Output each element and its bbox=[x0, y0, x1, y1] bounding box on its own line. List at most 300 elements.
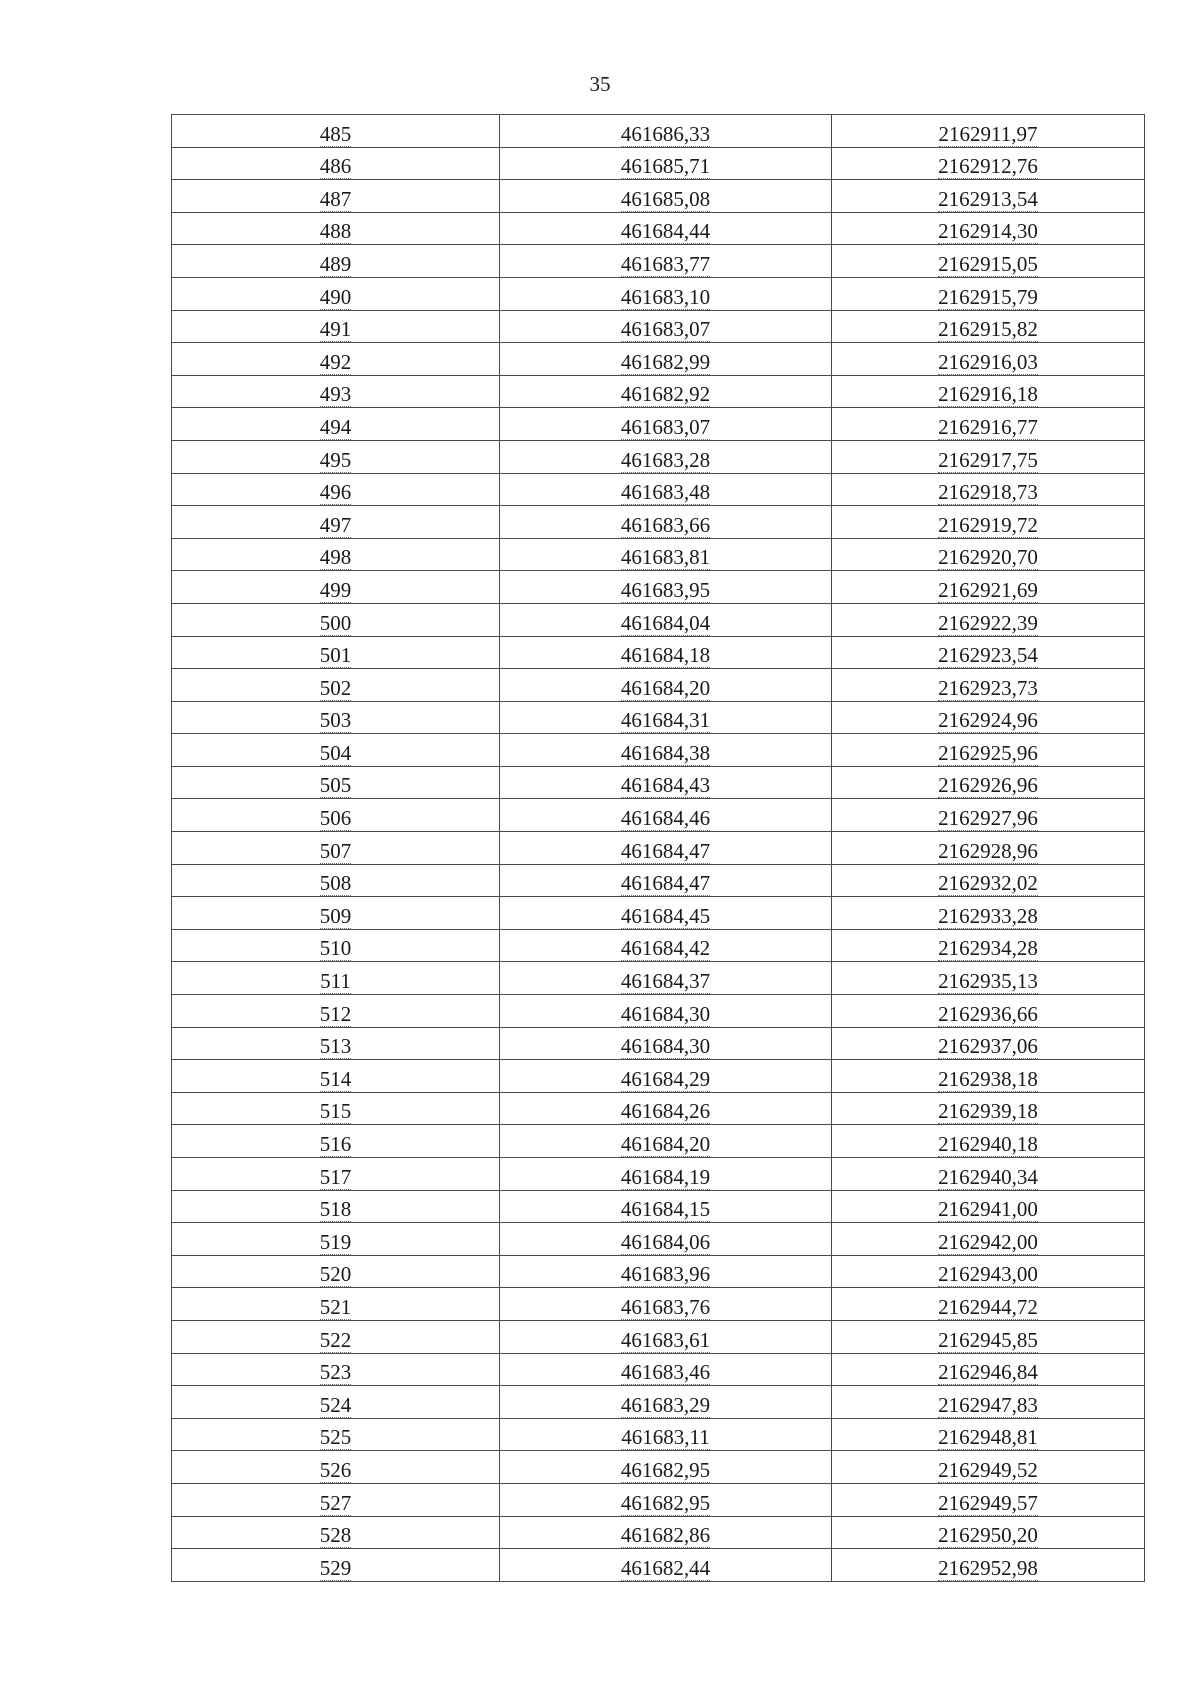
table-row bbox=[172, 375, 1145, 408]
cell-value: 502 bbox=[319, 675, 352, 700]
cell-value: 2162948,81 bbox=[938, 1425, 1038, 1450]
cell-value: 522 bbox=[319, 1327, 352, 1352]
x-coordinate-cell bbox=[500, 1483, 832, 1516]
y-coordinate-cell bbox=[832, 636, 1145, 669]
cell-value: 2162940,34 bbox=[938, 1164, 1038, 1189]
cell-value: 461684,20 bbox=[620, 675, 711, 700]
x-coordinate-cell bbox=[500, 310, 832, 343]
point-number-cell bbox=[172, 277, 500, 310]
point-number-cell bbox=[172, 408, 500, 441]
table-row bbox=[172, 571, 1145, 604]
table-row bbox=[172, 506, 1145, 539]
table-row bbox=[172, 212, 1145, 245]
cell-value: 2162935,13 bbox=[938, 969, 1038, 994]
cell-value: 511 bbox=[320, 969, 351, 994]
cell-value: 526 bbox=[319, 1457, 352, 1482]
table-row bbox=[172, 277, 1145, 310]
table-row bbox=[172, 1027, 1145, 1060]
cell-value: 2162926,96 bbox=[938, 773, 1038, 798]
x-coordinate-cell bbox=[500, 115, 832, 148]
point-number-cell bbox=[172, 115, 500, 148]
table-row bbox=[172, 1060, 1145, 1093]
cell-value: 487 bbox=[319, 186, 352, 211]
point-number-cell bbox=[172, 701, 500, 734]
y-coordinate-cell bbox=[832, 343, 1145, 376]
cell-value: 510 bbox=[319, 936, 352, 961]
x-coordinate-cell bbox=[500, 1027, 832, 1060]
y-coordinate-cell bbox=[832, 310, 1145, 343]
cell-value: 2162916,18 bbox=[938, 382, 1038, 407]
table-row bbox=[172, 1353, 1145, 1386]
y-coordinate-cell bbox=[832, 538, 1145, 571]
cell-value: 485 bbox=[319, 121, 352, 146]
cell-value: 2162946,84 bbox=[938, 1360, 1038, 1385]
cell-value: 505 bbox=[319, 773, 352, 798]
cell-value: 486 bbox=[319, 154, 352, 179]
point-number-cell bbox=[172, 1027, 500, 1060]
cell-value: 2162923,54 bbox=[938, 643, 1038, 668]
cell-value: 461683,61 bbox=[620, 1327, 711, 1352]
point-number-cell bbox=[172, 1483, 500, 1516]
point-number-cell bbox=[172, 1158, 500, 1191]
cell-value: 525 bbox=[319, 1425, 352, 1450]
table-row bbox=[172, 538, 1145, 571]
cell-value: 461683,29 bbox=[620, 1392, 711, 1417]
cell-value: 524 bbox=[319, 1392, 352, 1417]
cell-value: 515 bbox=[319, 1099, 352, 1124]
cell-value: 461682,92 bbox=[620, 382, 711, 407]
table-row bbox=[172, 245, 1145, 278]
y-coordinate-cell bbox=[832, 1483, 1145, 1516]
point-number-cell bbox=[172, 1190, 500, 1223]
point-number-cell bbox=[172, 147, 500, 180]
x-coordinate-cell bbox=[500, 734, 832, 767]
y-coordinate-cell bbox=[832, 832, 1145, 865]
cell-value: 2162915,05 bbox=[938, 251, 1038, 276]
table-row bbox=[172, 147, 1145, 180]
x-coordinate-cell bbox=[500, 1418, 832, 1451]
cell-value: 461684,45 bbox=[620, 903, 711, 928]
point-number-cell bbox=[172, 669, 500, 702]
table-row bbox=[172, 1255, 1145, 1288]
cell-value: 2162919,72 bbox=[938, 512, 1038, 537]
table-row bbox=[172, 310, 1145, 343]
y-coordinate-cell bbox=[832, 147, 1145, 180]
cell-value: 461684,15 bbox=[620, 1197, 711, 1222]
cell-value: 2162933,28 bbox=[938, 903, 1038, 928]
cell-value: 523 bbox=[319, 1360, 352, 1385]
y-coordinate-cell bbox=[832, 245, 1145, 278]
y-coordinate-cell bbox=[832, 1353, 1145, 1386]
coordinates-table bbox=[171, 114, 1145, 1582]
y-coordinate-cell bbox=[832, 864, 1145, 897]
cell-value: 517 bbox=[319, 1164, 352, 1189]
cell-value: 516 bbox=[319, 1132, 352, 1156]
table-row bbox=[172, 1386, 1145, 1419]
cell-value: 512 bbox=[319, 1001, 352, 1026]
cell-value: 461684,04 bbox=[620, 610, 711, 635]
cell-value: 520 bbox=[319, 1262, 352, 1287]
cell-value: 461684,18 bbox=[620, 643, 711, 668]
table-row bbox=[172, 1418, 1145, 1451]
cell-value: 489 bbox=[319, 251, 352, 276]
y-coordinate-cell bbox=[832, 1320, 1145, 1353]
cell-value: 461684,29 bbox=[620, 1066, 711, 1091]
y-coordinate-cell bbox=[832, 375, 1145, 408]
x-coordinate-cell bbox=[500, 1320, 832, 1353]
cell-value: 2162918,73 bbox=[938, 480, 1038, 505]
cell-value: 461684,19 bbox=[620, 1164, 711, 1189]
cell-value: 461683,28 bbox=[620, 447, 711, 472]
table-row bbox=[172, 1320, 1145, 1353]
y-coordinate-cell bbox=[832, 180, 1145, 213]
cell-value: 461683,77 bbox=[620, 251, 711, 276]
table-row bbox=[172, 1483, 1145, 1516]
cell-value: 2162920,70 bbox=[938, 545, 1038, 570]
table-row bbox=[172, 799, 1145, 832]
y-coordinate-cell bbox=[832, 701, 1145, 734]
y-coordinate-cell bbox=[832, 1027, 1145, 1060]
point-number-cell bbox=[172, 180, 500, 213]
cell-value: 461683,07 bbox=[620, 414, 711, 439]
cell-value: 2162949,57 bbox=[938, 1490, 1038, 1515]
cell-value: 521 bbox=[319, 1294, 352, 1319]
y-coordinate-cell bbox=[832, 408, 1145, 441]
point-number-cell bbox=[172, 1125, 500, 1158]
cell-value: 2162943,00 bbox=[938, 1262, 1038, 1287]
table-row bbox=[172, 408, 1145, 441]
x-coordinate-cell bbox=[500, 701, 832, 734]
y-coordinate-cell bbox=[832, 1190, 1145, 1223]
table-row bbox=[172, 734, 1145, 767]
cell-value: 2162939,18 bbox=[938, 1099, 1038, 1124]
cell-value: 501 bbox=[319, 643, 352, 668]
point-number-cell bbox=[172, 1516, 500, 1549]
cell-value: 2162917,75 bbox=[938, 447, 1038, 472]
cell-value: 2162938,18 bbox=[938, 1066, 1038, 1091]
table-row bbox=[172, 1516, 1145, 1549]
x-coordinate-cell bbox=[500, 1190, 832, 1223]
y-coordinate-cell bbox=[832, 929, 1145, 962]
point-number-cell bbox=[172, 245, 500, 278]
y-coordinate-cell bbox=[832, 669, 1145, 702]
y-coordinate-cell bbox=[832, 1451, 1145, 1484]
y-coordinate-cell bbox=[832, 1060, 1145, 1093]
table-row bbox=[172, 962, 1145, 995]
cell-value: 528 bbox=[319, 1523, 352, 1548]
cell-value: 461685,71 bbox=[620, 154, 711, 179]
x-coordinate-cell bbox=[500, 1092, 832, 1125]
x-coordinate-cell bbox=[500, 929, 832, 962]
cell-value: 2162932,02 bbox=[938, 871, 1038, 896]
y-coordinate-cell bbox=[832, 603, 1145, 636]
table-row bbox=[172, 897, 1145, 930]
y-coordinate-cell bbox=[832, 897, 1145, 930]
cell-value: 2162925,96 bbox=[938, 740, 1038, 765]
cell-value: 2162923,73 bbox=[938, 675, 1038, 700]
x-coordinate-cell bbox=[500, 669, 832, 702]
y-coordinate-cell bbox=[832, 734, 1145, 767]
cell-value: 504 bbox=[319, 740, 352, 765]
cell-value: 493 bbox=[319, 382, 352, 407]
cell-value: 461684,47 bbox=[620, 838, 711, 863]
x-coordinate-cell bbox=[500, 1060, 832, 1093]
cell-value: 497 bbox=[319, 512, 352, 537]
x-coordinate-cell bbox=[500, 1255, 832, 1288]
cell-value: 494 bbox=[319, 414, 352, 439]
x-coordinate-cell bbox=[500, 538, 832, 571]
cell-value: 461683,10 bbox=[620, 284, 711, 309]
cell-value: 2162914,30 bbox=[938, 219, 1038, 244]
cell-value: 503 bbox=[319, 708, 352, 733]
cell-value: 527 bbox=[319, 1490, 352, 1515]
point-number-cell bbox=[172, 766, 500, 799]
point-number-cell bbox=[172, 929, 500, 962]
table-row bbox=[172, 115, 1145, 148]
point-number-cell bbox=[172, 440, 500, 473]
cell-value: 461683,66 bbox=[620, 512, 711, 537]
y-coordinate-cell bbox=[832, 1158, 1145, 1191]
cell-value: 2162921,69 bbox=[938, 577, 1038, 602]
table-row bbox=[172, 473, 1145, 506]
cell-value: 461684,06 bbox=[620, 1229, 711, 1254]
coordinates-table-body bbox=[172, 115, 1145, 1582]
cell-value: 461683,96 bbox=[620, 1262, 711, 1287]
table-row bbox=[172, 701, 1145, 734]
cell-value: 488 bbox=[319, 219, 352, 244]
cell-value: 2162924,96 bbox=[938, 708, 1038, 733]
x-coordinate-cell bbox=[500, 147, 832, 180]
x-coordinate-cell bbox=[500, 277, 832, 310]
point-number-cell bbox=[172, 1092, 500, 1125]
x-coordinate-cell bbox=[500, 212, 832, 245]
x-coordinate-cell bbox=[500, 1288, 832, 1321]
x-coordinate-cell bbox=[500, 832, 832, 865]
cell-value: 461683,46 bbox=[620, 1360, 711, 1385]
point-number-cell bbox=[172, 897, 500, 930]
cell-value: 2162947,83 bbox=[938, 1392, 1038, 1417]
y-coordinate-cell bbox=[832, 506, 1145, 539]
cell-value: 2162940,18 bbox=[938, 1132, 1038, 1156]
point-number-cell bbox=[172, 375, 500, 408]
cell-value: 461684,30 bbox=[620, 1034, 711, 1059]
cell-value: 461684,42 bbox=[620, 936, 711, 961]
y-coordinate-cell bbox=[832, 1255, 1145, 1288]
x-coordinate-cell bbox=[500, 375, 832, 408]
cell-value: 461685,08 bbox=[620, 186, 711, 211]
cell-value: 506 bbox=[319, 806, 352, 831]
table-row bbox=[172, 1190, 1145, 1223]
x-coordinate-cell bbox=[500, 962, 832, 995]
x-coordinate-cell bbox=[500, 571, 832, 604]
cell-value: 2162942,00 bbox=[938, 1229, 1038, 1254]
y-coordinate-cell bbox=[832, 473, 1145, 506]
point-number-cell bbox=[172, 1353, 500, 1386]
x-coordinate-cell bbox=[500, 1549, 832, 1582]
cell-value: 461686,33 bbox=[620, 121, 711, 146]
cell-value: 461683,11 bbox=[621, 1425, 710, 1450]
point-number-cell bbox=[172, 1451, 500, 1484]
cell-value: 461682,99 bbox=[620, 349, 711, 374]
x-coordinate-cell bbox=[500, 1158, 832, 1191]
table-row bbox=[172, 669, 1145, 702]
y-coordinate-cell bbox=[832, 995, 1145, 1028]
cell-value: 2162928,96 bbox=[938, 838, 1038, 863]
point-number-cell bbox=[172, 603, 500, 636]
table-row bbox=[172, 343, 1145, 376]
table-row bbox=[172, 1158, 1145, 1191]
point-number-cell bbox=[172, 1320, 500, 1353]
cell-value: 2162936,66 bbox=[938, 1001, 1038, 1026]
cell-value: 2162916,03 bbox=[938, 349, 1038, 374]
table-row bbox=[172, 1451, 1145, 1484]
y-coordinate-cell bbox=[832, 277, 1145, 310]
x-coordinate-cell bbox=[500, 343, 832, 376]
x-coordinate-cell bbox=[500, 506, 832, 539]
table-row bbox=[172, 832, 1145, 865]
point-number-cell bbox=[172, 571, 500, 604]
cell-value: 461684,37 bbox=[620, 969, 711, 994]
y-coordinate-cell bbox=[832, 115, 1145, 148]
point-number-cell bbox=[172, 636, 500, 669]
x-coordinate-cell bbox=[500, 603, 832, 636]
x-coordinate-cell bbox=[500, 440, 832, 473]
cell-value: 2162911,97 bbox=[938, 121, 1038, 146]
x-coordinate-cell bbox=[500, 1451, 832, 1484]
table-row bbox=[172, 1092, 1145, 1125]
y-coordinate-cell bbox=[832, 1549, 1145, 1582]
cell-value: 461684,47 bbox=[620, 871, 711, 896]
point-number-cell bbox=[172, 1386, 500, 1419]
x-coordinate-cell bbox=[500, 864, 832, 897]
table-row bbox=[172, 1125, 1145, 1158]
cell-value: 461684,43 bbox=[620, 773, 711, 798]
point-number-cell bbox=[172, 799, 500, 832]
cell-value: 2162916,77 bbox=[938, 414, 1038, 439]
cell-value: 2162950,20 bbox=[938, 1523, 1038, 1548]
point-number-cell bbox=[172, 864, 500, 897]
point-number-cell bbox=[172, 212, 500, 245]
table-row bbox=[172, 864, 1145, 897]
x-coordinate-cell bbox=[500, 180, 832, 213]
cell-value: 2162944,72 bbox=[938, 1294, 1038, 1319]
point-number-cell bbox=[172, 1418, 500, 1451]
y-coordinate-cell bbox=[832, 962, 1145, 995]
cell-value: 461684,44 bbox=[620, 219, 711, 244]
table-row bbox=[172, 440, 1145, 473]
cell-value: 508 bbox=[319, 871, 352, 896]
x-coordinate-cell bbox=[500, 799, 832, 832]
x-coordinate-cell bbox=[500, 1386, 832, 1419]
cell-value: 2162937,06 bbox=[938, 1034, 1038, 1059]
x-coordinate-cell bbox=[500, 766, 832, 799]
table-row bbox=[172, 995, 1145, 1028]
cell-value: 461682,86 bbox=[620, 1523, 711, 1548]
y-coordinate-cell bbox=[832, 1092, 1145, 1125]
table-row bbox=[172, 766, 1145, 799]
y-coordinate-cell bbox=[832, 1386, 1145, 1419]
point-number-cell bbox=[172, 1288, 500, 1321]
table-row bbox=[172, 1549, 1145, 1582]
y-coordinate-cell bbox=[832, 1223, 1145, 1256]
x-coordinate-cell bbox=[500, 1125, 832, 1158]
point-number-cell bbox=[172, 962, 500, 995]
cell-value: 514 bbox=[319, 1066, 352, 1091]
y-coordinate-cell bbox=[832, 1516, 1145, 1549]
cell-value: 499 bbox=[319, 577, 352, 602]
y-coordinate-cell bbox=[832, 766, 1145, 799]
table-row bbox=[172, 1223, 1145, 1256]
point-number-cell bbox=[172, 734, 500, 767]
point-number-cell bbox=[172, 538, 500, 571]
x-coordinate-cell bbox=[500, 1353, 832, 1386]
cell-value: 490 bbox=[319, 284, 352, 309]
x-coordinate-cell bbox=[500, 408, 832, 441]
cell-value: 2162949,52 bbox=[938, 1457, 1038, 1482]
point-number-cell bbox=[172, 310, 500, 343]
cell-value: 461684,26 bbox=[620, 1099, 711, 1124]
x-coordinate-cell bbox=[500, 473, 832, 506]
cell-value: 461684,46 bbox=[620, 806, 711, 831]
table-row bbox=[172, 180, 1145, 213]
table-row bbox=[172, 636, 1145, 669]
cell-value: 2162927,96 bbox=[938, 806, 1038, 831]
cell-value: 2162913,54 bbox=[938, 186, 1038, 211]
cell-value: 2162912,76 bbox=[938, 154, 1038, 179]
y-coordinate-cell bbox=[832, 799, 1145, 832]
cell-value: 509 bbox=[319, 903, 352, 928]
y-coordinate-cell bbox=[832, 1288, 1145, 1321]
point-number-cell bbox=[172, 506, 500, 539]
cell-value: 2162945,85 bbox=[938, 1327, 1038, 1352]
point-number-cell bbox=[172, 1223, 500, 1256]
cell-value: 461682,44 bbox=[620, 1555, 711, 1580]
cell-value: 513 bbox=[319, 1034, 352, 1059]
point-number-cell bbox=[172, 1255, 500, 1288]
cell-value: 461684,31 bbox=[620, 708, 711, 733]
cell-value: 2162941,00 bbox=[938, 1197, 1038, 1222]
y-coordinate-cell bbox=[832, 212, 1145, 245]
table-row bbox=[172, 603, 1145, 636]
cell-value: 2162934,28 bbox=[938, 936, 1038, 961]
cell-value: 507 bbox=[319, 838, 352, 863]
cell-value: 461682,95 bbox=[620, 1490, 711, 1515]
point-number-cell bbox=[172, 832, 500, 865]
cell-value: 461684,38 bbox=[620, 740, 711, 765]
cell-value: 2162952,98 bbox=[938, 1555, 1038, 1580]
cell-value: 495 bbox=[319, 447, 352, 472]
point-number-cell bbox=[172, 1060, 500, 1093]
point-number-cell bbox=[172, 343, 500, 376]
cell-value: 461683,81 bbox=[620, 545, 711, 570]
x-coordinate-cell bbox=[500, 995, 832, 1028]
cell-value: 461683,07 bbox=[620, 317, 711, 342]
table-row bbox=[172, 1288, 1145, 1321]
x-coordinate-cell bbox=[500, 245, 832, 278]
x-coordinate-cell bbox=[500, 1516, 832, 1549]
cell-value: 492 bbox=[319, 349, 352, 374]
y-coordinate-cell bbox=[832, 440, 1145, 473]
point-number-cell bbox=[172, 473, 500, 506]
cell-value: 461684,30 bbox=[620, 1001, 711, 1026]
cell-value: 2162922,39 bbox=[938, 610, 1038, 635]
cell-value: 461682,95 bbox=[620, 1457, 711, 1482]
point-number-cell bbox=[172, 995, 500, 1028]
cell-value: 529 bbox=[319, 1555, 352, 1580]
cell-value: 491 bbox=[319, 317, 352, 342]
x-coordinate-cell bbox=[500, 636, 832, 669]
table-row bbox=[172, 929, 1145, 962]
